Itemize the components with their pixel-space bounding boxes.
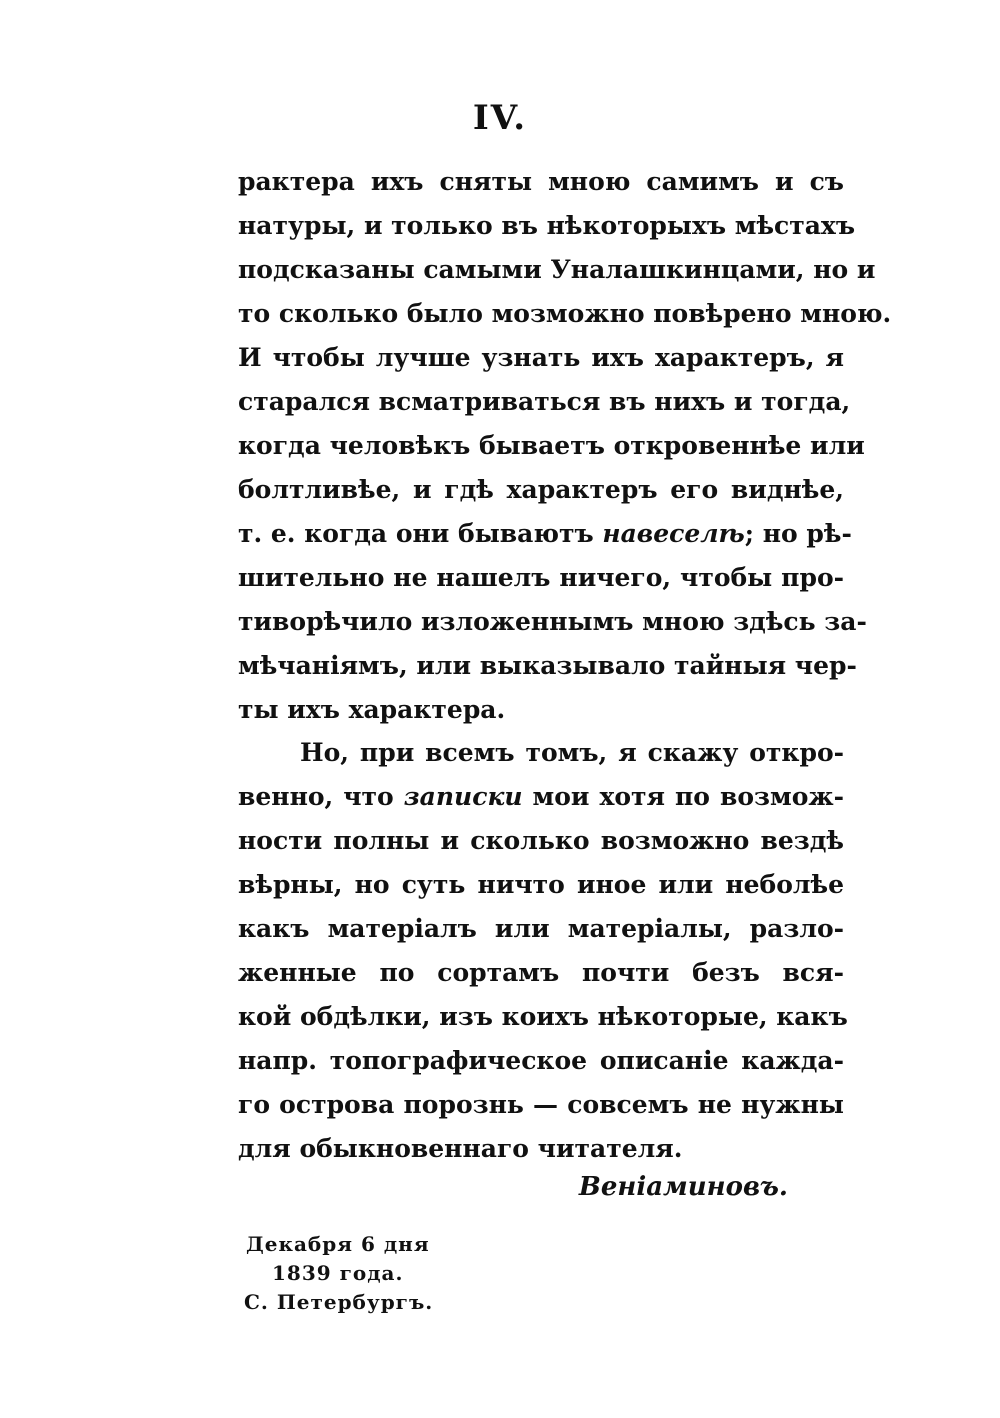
text-line <box>238 775 844 819</box>
text-line: Но, при всемъ томъ, я скажу откро- <box>300 738 844 767</box>
paragraph-1 <box>238 160 892 732</box>
text-line: шительно не нашелъ ничего, чтобы про- <box>238 563 844 592</box>
text-run: мои хотя по возмож- <box>522 782 844 811</box>
text-line: болтливѣе, и гдѣ характеръ его виднѣе, <box>238 475 844 504</box>
text-line: женные по сортамъ почти безъ вся- <box>238 958 844 987</box>
text-run: венно, что <box>238 782 404 811</box>
text-line: вѣрны, но суть ничто иное или неболѣе <box>238 870 844 899</box>
italic-term: навеселѣ <box>602 519 745 548</box>
text-line: старался всматриваться въ нихъ и тогда, <box>238 387 851 416</box>
text-run: т. е. когда они бываютъ <box>238 519 603 548</box>
dateline-date: Декабря 6 дня <box>246 1232 430 1256</box>
text-line: то сколько было мозможно повѣрено мною. <box>238 299 892 328</box>
text-line: кой обдѣлки, изъ коихъ нѣкоторые, какъ <box>238 1002 848 1031</box>
text-run: ; но рѣ- <box>744 519 852 548</box>
text-line: напр. топографическое описаніе кажда- <box>238 1046 844 1075</box>
dateline-year: 1839 года. <box>272 1261 404 1285</box>
text-line <box>238 512 852 556</box>
text-line: го острова порознь — совсемъ не нужны <box>238 1090 844 1119</box>
text-line: подсказаны самыми Уналашкинцами, но и <box>238 255 876 284</box>
paragraph-2 <box>238 731 848 1171</box>
text-line: тиворѣчило изложеннымъ мною здѣсь за- <box>238 607 867 636</box>
text-line: натуры, и только въ нѣкоторыхъ мѣстахъ <box>238 211 856 240</box>
text-line: мѣчаніямъ, или выказывало тайныя чер- <box>238 651 857 680</box>
text-line: ты ихъ характера. <box>238 695 506 724</box>
author-signature: Веніаминовъ. <box>578 1172 788 1202</box>
dateline-place: С. Петербургъ. <box>244 1290 434 1314</box>
italic-term: записки <box>403 782 523 811</box>
text-line: И чтобы лучше узнать ихъ характеръ, я <box>238 343 844 372</box>
text-line: какъ матеріалъ или матеріалы, разло- <box>238 914 844 943</box>
text-line: когда человѣкъ бываетъ откровеннѣе или <box>238 431 865 460</box>
text-line: для обыкновеннаго читателя. <box>238 1134 683 1163</box>
page-number: IV. <box>472 98 528 138</box>
text-line: ности полны и сколько возможно вездѣ <box>238 826 844 855</box>
text-line: рактера ихъ сняты мною самимъ и съ <box>238 167 844 196</box>
